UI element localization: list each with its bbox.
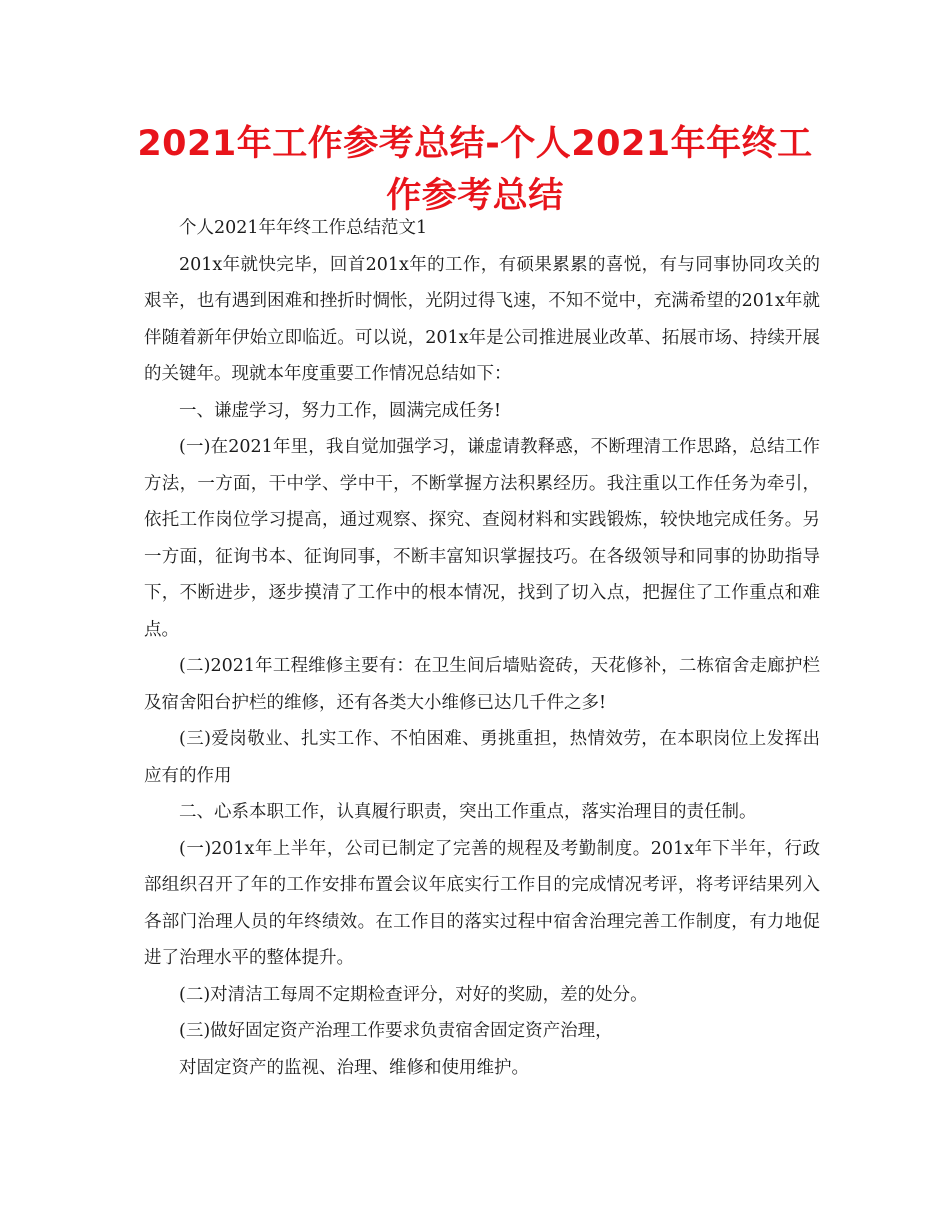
paragraph: (二)对清洁工每周不定期检查评分，对好的奖励，差的处分。 <box>179 984 648 1005</box>
paragraph: (二)2021年工程维修主要有：在卫生间后墙贴瓷砖，天花修补，二栋宿舍走廊护栏及宿舍阳台护栏的维修，还有各类大小维修已达几千件之多! <box>144 656 820 713</box>
section-heading: 二、心系本职工作，认真履行职责，突出工作重点，落实治理目的责任制。 <box>179 802 757 822</box>
paragraph: (一)201x年上半年，公司已制定了完善的规程及考勤制度。201x年下半年，行政部组织召开了年的工作安排布置会议年底实行工作目的完成情况考评，将考评结果列入各部门治理人员的年终绩效。在工作目的落实过程中宿舍治理完善工作制度，有力地促进了治理水平的整体提升。 <box>144 838 820 968</box>
paragraph: 201x年就快完毕，回首201x年的工作，有硕果累累的喜悦，有与同事协同攻关的艰辛，也有遇到困难和挫折时惆怅，光阴过得飞速，不知不觉中，充满希望的201x年就伴随着新年伊始立即临近。可以说，201x年是公司推进展业改革、拓展市场、持续开展的关键年。现就本年度重要工作情况总结如下： <box>144 254 820 384</box>
paragraph: 个人2021年年终工作总结范文1 <box>179 218 428 238</box>
paragraph: (一)在2021年里，我自觉加强学习，谦虚请教释惑，不断理清工作思路，总结工作方法，一方面，干中学、学中干，不断掌握方法积累经历。我注重以工作任务为牵引，依托工作岗位学习提高，通过观察、探究、查阅材料和实践锻炼，较快地完成任务。另一方面，征询书本、征询同事，不断丰富知识掌握技巧。在各级领导和同事的协助指导下，不断进步，逐步摸清了工作中的根本情况，找到了切入点，把握住了工作重点和难点。 <box>144 437 820 640</box>
paragraph: (三)爱岗敬业、扎实工作、不怕困难、勇挑重担，热情效劳，在本职岗位上发挥出应有的作用 <box>144 729 820 786</box>
paragraph: 对固定资产的监视、治理、维修和使用维护。 <box>179 1057 529 1078</box>
section-heading: 一、谦虚学习，努力工作，圆满完成任务! <box>179 400 502 421</box>
document-body <box>144 210 820 1086</box>
document-title: 2021年工作参考总结-个人2021年年终工作参考总结 <box>137 124 813 216</box>
paragraph: (三)做好固定资产治理工作要求负责宿舍固定资产治理， <box>179 1021 613 1041</box>
